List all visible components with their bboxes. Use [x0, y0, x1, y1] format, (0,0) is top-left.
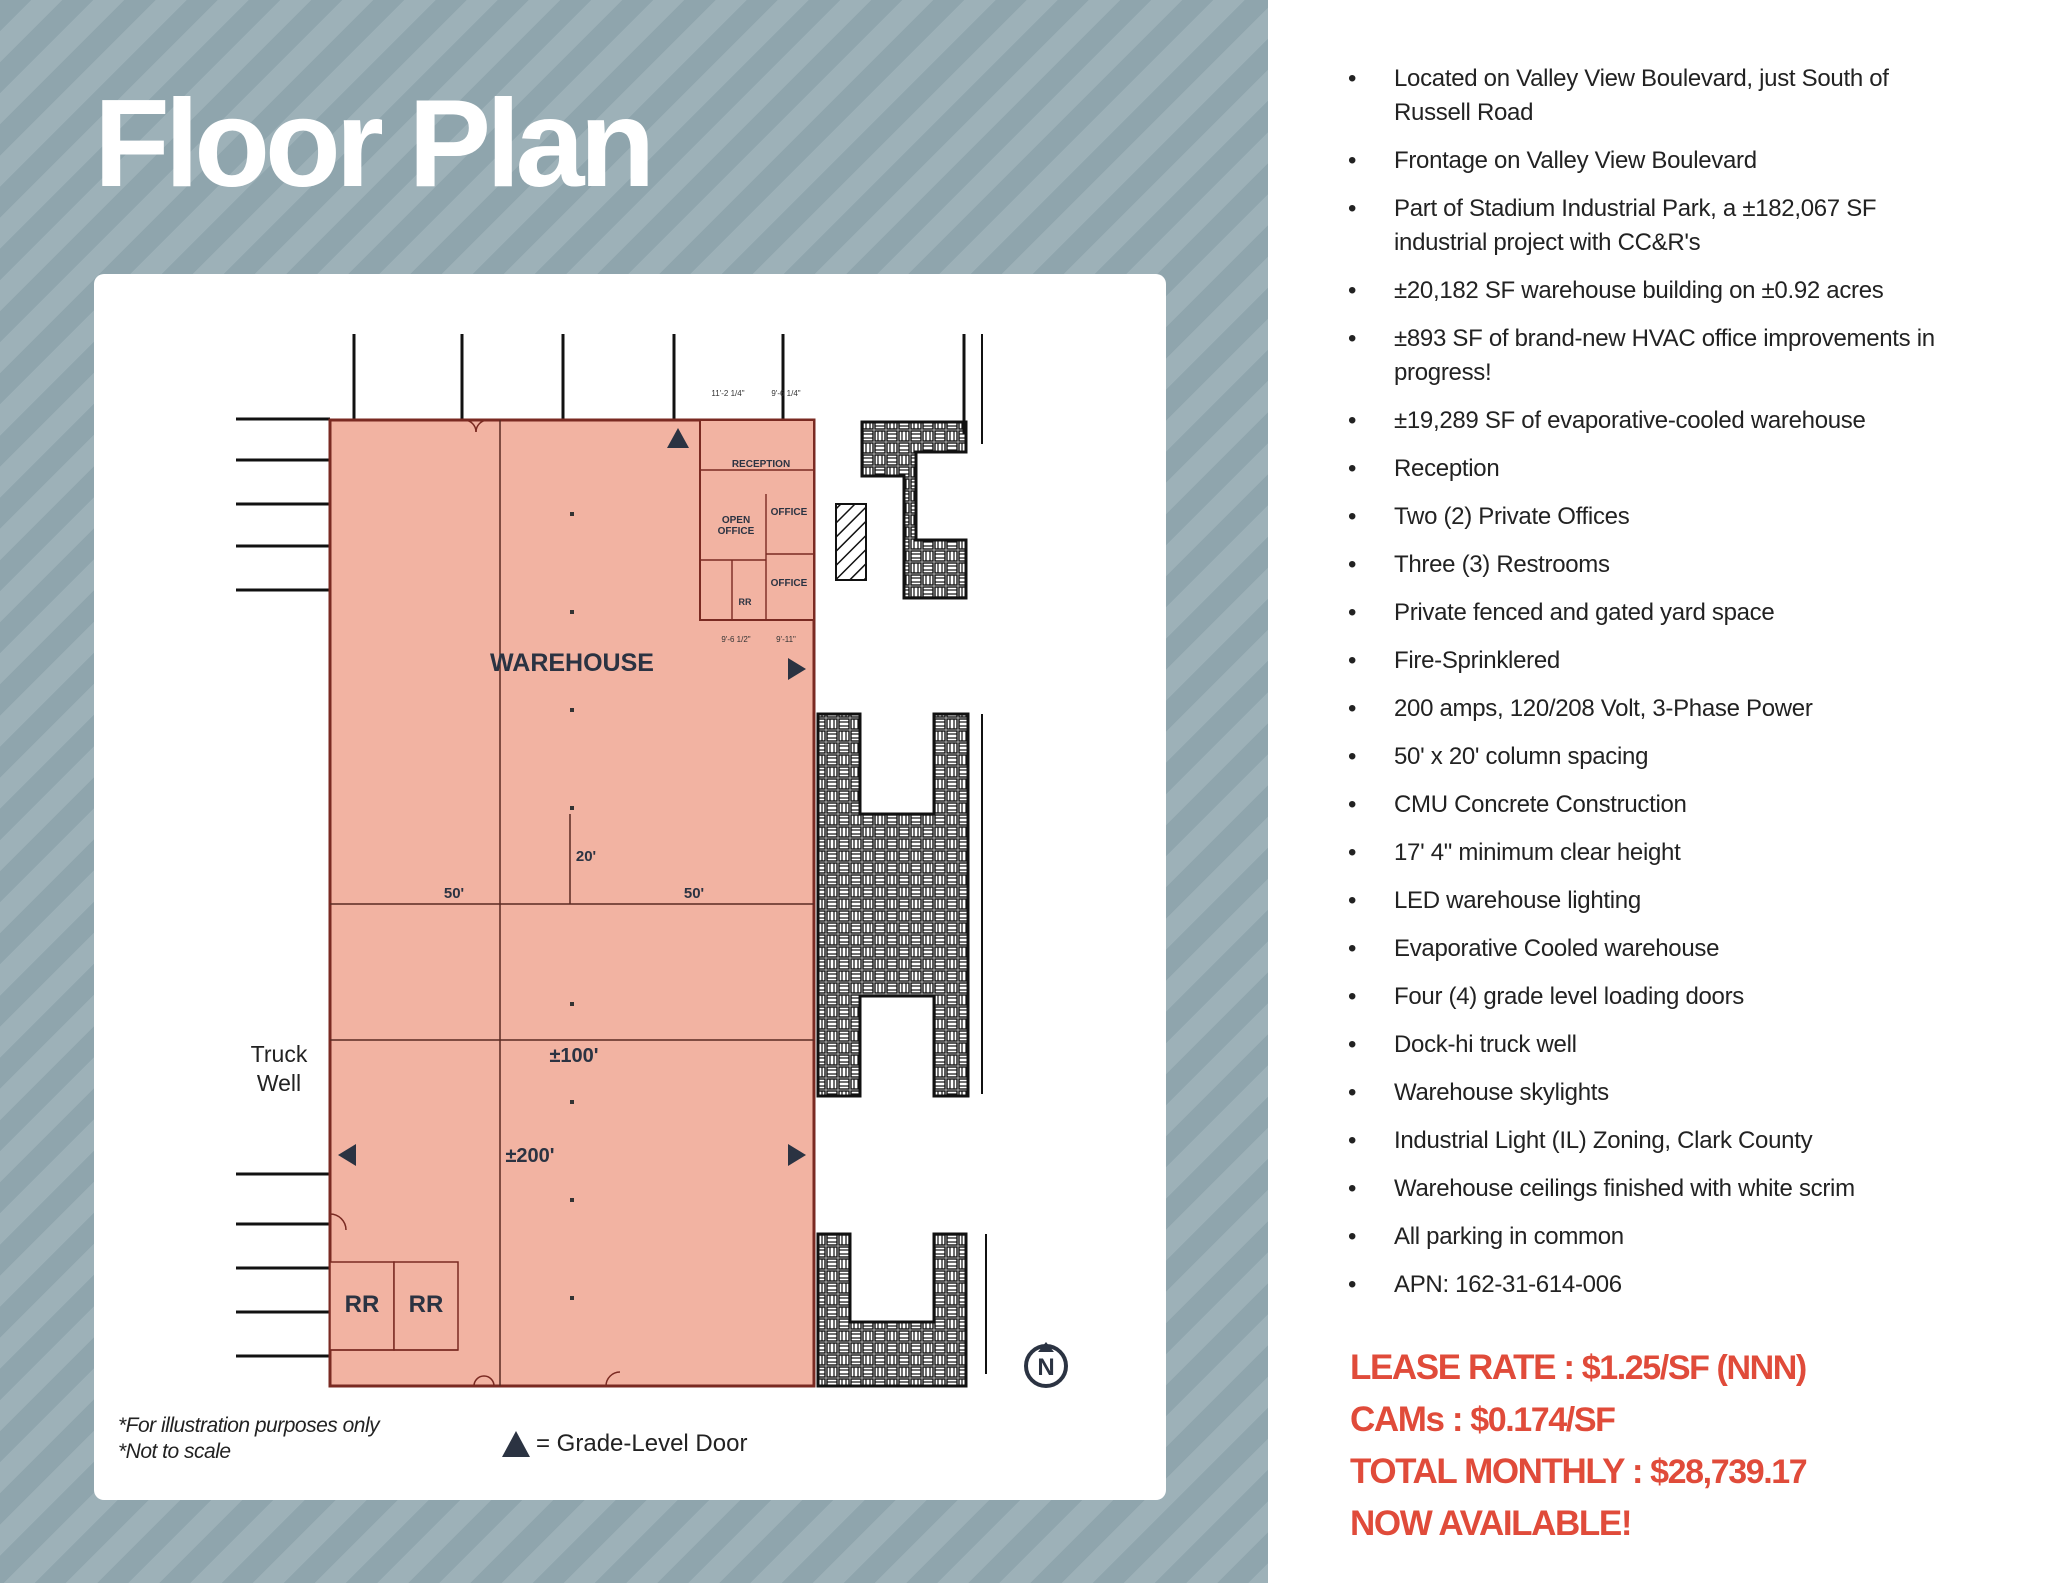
feature-item: • Fire-Sprinklered: [1348, 644, 1968, 678]
truck-well-line2: Well: [256, 1070, 302, 1096]
feature-item: • 200 amps, 120/208 Volt, 3-Phase Power: [1348, 692, 1968, 726]
floor-plan-card: [94, 274, 1166, 1500]
pricing-block: [1350, 1342, 1806, 1550]
lease-rate-line: [1350, 1342, 1806, 1394]
room-office-1: OFFICE: [770, 507, 808, 518]
room-rr-small: RR: [738, 597, 752, 607]
room-open-office-line2: OFFICE: [717, 526, 755, 537]
dim-column-y: 20': [575, 848, 597, 865]
feature-item: • Warehouse skylights: [1348, 1076, 1968, 1110]
lease-rate-label: LEASE RATE :: [1350, 1348, 1574, 1387]
landscape-planters: [818, 334, 986, 1386]
floor-plan-drawing: [94, 274, 1166, 1500]
feature-item: • 17' 4" minimum clear height: [1348, 836, 1968, 870]
feature-item: • ±893 SF of brand-new HVAC office improvements in progress!: [1348, 322, 1968, 390]
dim-width: ±100': [549, 1045, 599, 1067]
office-block: [700, 420, 814, 620]
feature-list: [1348, 62, 1968, 1316]
feature-item: • CMU Concrete Construction: [1348, 788, 1968, 822]
cams-line: [1350, 1394, 1806, 1446]
cams-label: CAMs :: [1350, 1400, 1463, 1439]
feature-item: • ±19,289 SF of evaporative-cooled warehouse: [1348, 404, 1968, 438]
feature-item: • 50' x 20' column spacing: [1348, 740, 1968, 774]
note-scale: *Not to scale: [118, 1440, 231, 1463]
feature-item: • Frontage on Valley View Boulevard: [1348, 144, 1968, 178]
warehouse-label: WAREHOUSE: [490, 649, 654, 677]
grade-door-legend-icon: [502, 1431, 530, 1457]
lease-rate-value: $1.25/SF (NNN): [1581, 1349, 1806, 1387]
room-office-2: OFFICE: [770, 578, 808, 589]
feature-item: • Private fenced and gated yard space: [1348, 596, 1968, 630]
page-title: Floor Plan: [94, 75, 651, 213]
availability-text: NOW AVAILABLE!: [1350, 1504, 1632, 1543]
room-rr-2: RR: [408, 1291, 444, 1318]
total-monthly-line: [1350, 1446, 1806, 1498]
legend: [502, 1430, 747, 1458]
room-reception: RECEPTION: [731, 459, 791, 470]
feature-item: • Warehouse ceilings finished with white scrim: [1348, 1172, 1968, 1206]
feature-item: • All parking in common: [1348, 1220, 1968, 1254]
feature-item: • Located on Valley View Boulevard, just South of Russell Road: [1348, 62, 1968, 130]
feature-item: • Four (4) grade level loading doors: [1348, 980, 1968, 1014]
cams-value: $0.174/SF: [1470, 1401, 1615, 1439]
feature-item: • Two (2) Private Offices: [1348, 500, 1968, 534]
dim-small-top-right: 9'-6 1/4": [771, 389, 801, 398]
feature-item: • Evaporative Cooled warehouse: [1348, 932, 1968, 966]
legend-text: = Grade-Level Door: [536, 1430, 748, 1457]
room-rr-1: RR: [344, 1291, 380, 1318]
total-monthly-value: $28,739.17: [1650, 1453, 1807, 1491]
feature-item: • Industrial Light (IL) Zoning, Clark County: [1348, 1124, 1968, 1158]
availability-line: [1350, 1498, 1806, 1550]
compass-letter: N: [1037, 1354, 1055, 1381]
dim-column-x-right: 50': [683, 885, 705, 902]
feature-item: • Reception: [1348, 452, 1968, 486]
parking-lines-left: [236, 419, 330, 1356]
truck-well-line1: Truck: [250, 1041, 308, 1067]
feature-item: • APN: 162-31-614-006: [1348, 1268, 1968, 1302]
dim-small-bottom-right: 9'-11": [776, 635, 796, 644]
truck-well-label: [234, 1040, 324, 1098]
dim-small-bottom-left: 9'-6 1/2": [721, 635, 751, 644]
total-monthly-label: TOTAL MONTHLY :: [1350, 1452, 1643, 1491]
feature-item: • Dock-hi truck well: [1348, 1028, 1968, 1062]
feature-item: • Part of Stadium Industrial Park, a ±182,067 SF industrial project with CC&R's: [1348, 192, 1968, 260]
dim-small-top-left: 11'-2 1/4": [711, 389, 745, 398]
note-illustration: *For illustration purposes only: [118, 1414, 380, 1437]
dim-column-x-left: 50': [443, 885, 465, 902]
parking-lines-top: [354, 334, 783, 420]
dim-depth: ±200': [505, 1145, 555, 1167]
feature-item: • LED warehouse lighting: [1348, 884, 1968, 918]
feature-item: • Three (3) Restrooms: [1348, 548, 1968, 582]
room-open-office-line1: OPEN: [721, 515, 751, 526]
feature-item: • ±20,182 SF warehouse building on ±0.92 acres: [1348, 274, 1968, 308]
right-panel: [1268, 0, 2048, 1583]
